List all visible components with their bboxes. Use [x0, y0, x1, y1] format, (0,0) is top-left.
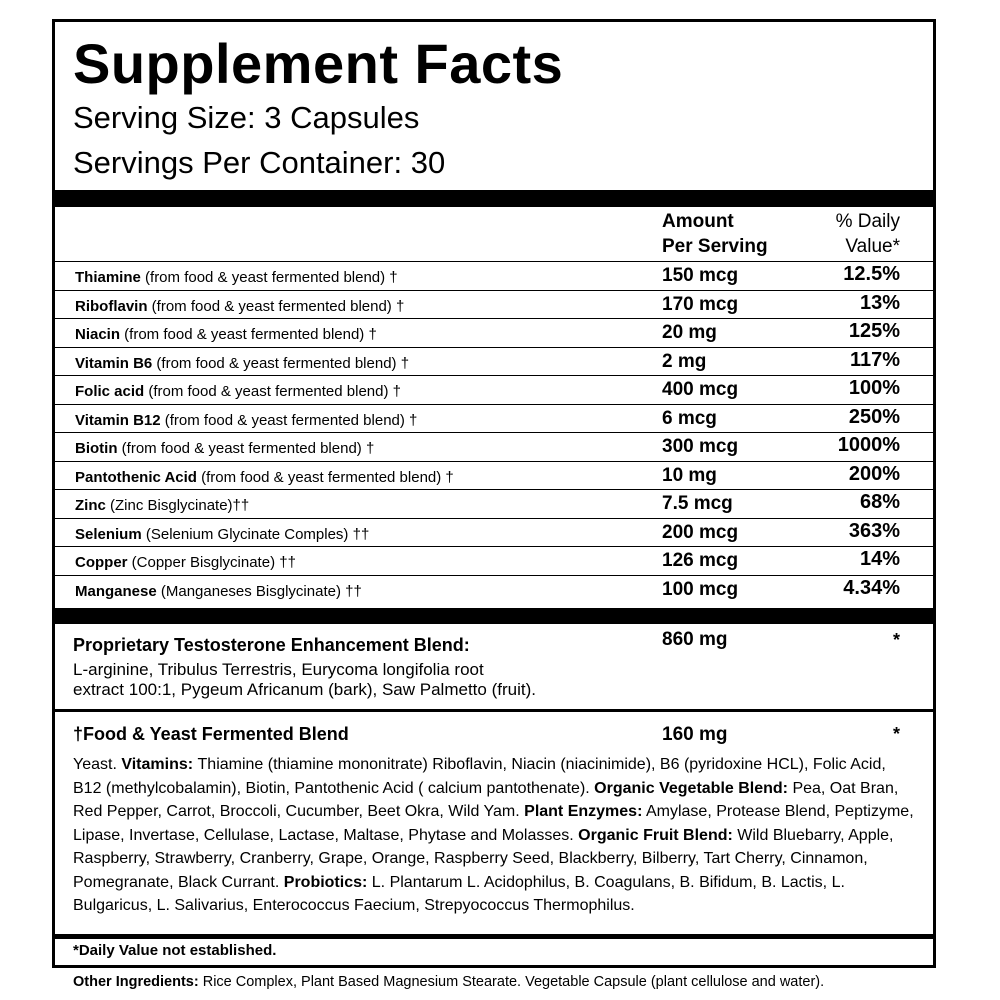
- nutrient-label: Vitamin B12: [75, 411, 161, 429]
- enzymes-heading: Plant Enzymes:: [524, 803, 643, 820]
- vitamins-text: Thiamine (thiamine mononitrate) Riboflavin, Niacin (niacinimide), B6 (pyridoxine HCL), Folic Acid, B12 (methylcobalamin), Biotin, Pantothenic Acid ( calcium pantothenate).: [73, 756, 886, 797]
- nutrient-dv: 100%: [848, 377, 900, 399]
- nutrient-label: Riboflavin: [75, 297, 148, 315]
- vegetable-text: Pea, Oat Bran, Red Pepper, Carrot, Broccoli, Cucumber, Beet Okra, Wild Yam.: [73, 779, 899, 820]
- nutrient-name: [75, 383, 401, 400]
- nutrient-amount: 20 mg: [662, 322, 717, 343]
- nutrient-dv: 200%: [848, 462, 900, 485]
- probiotics-text: L. Plantarum L. Acidophilus, B. Coagulans, B. Bifidum, B. Lactis, L. Bulgaricus, L. Salivarius, Enterococcus Faecium, Strepyococcus Thermophilus.: [73, 873, 845, 914]
- nutrient-source: (Selenium Glycinate Comples) ††: [141, 525, 370, 543]
- nutrient-amount: 2 mg: [662, 350, 707, 372]
- other-ingredients-label: Other Ingredients:: [73, 974, 199, 990]
- fruit-text: Wild Bluebarry, Apple, Raspberry, Strawberry, Cranberry, Grape, Orange, Raspberry Seed, Blackberry, Bilberry, Tart Cherry, Cinnamon, Pomegranate, Black Currant.: [73, 826, 894, 891]
- blend2-ingredients: [73, 753, 918, 918]
- thick-divider-mid: [55, 608, 933, 624]
- blend1-line2: extract 100:1, Pygeum Africanum (bark), Saw Palmetto (fruit).: [73, 680, 536, 699]
- table-row: [55, 375, 933, 405]
- nutrient-amount: 200 mcg: [662, 521, 739, 543]
- nutrient-source: (from food & yeast fermented blend) †: [140, 269, 398, 286]
- nutrient-source: (from food & yeast fermented blend) †: [160, 411, 418, 429]
- nutrient-name: [75, 326, 377, 343]
- nutrient-dv: 68%: [859, 491, 900, 513]
- nutrient-dv: 12.5%: [843, 263, 900, 285]
- nutrient-label: Folic acid: [75, 383, 145, 400]
- nutrient-label: Manganese: [75, 582, 157, 600]
- enzymes-text: Amylase, Protease Blend, Peptizyme, Lipase, Invertase, Cellulase, Lactase, Maltase, Phytase and Molasses.: [73, 803, 914, 844]
- table-row: [55, 575, 933, 605]
- nutrient-source: (from food & yeast fermented blend) †: [120, 326, 377, 343]
- other-ingredients: [73, 974, 824, 990]
- nutrient-source: (from food & yeast fermented blend) †: [147, 297, 405, 315]
- probiotics-heading: Probiotics:: [283, 873, 368, 891]
- table-row: [55, 261, 933, 291]
- amount-header: [662, 209, 768, 259]
- nutrient-dv: 125%: [848, 320, 900, 342]
- table-row: [55, 489, 933, 519]
- dv-header-line2: Value*: [845, 236, 900, 257]
- fruit-heading: Organic Fruit Blend:: [578, 826, 733, 844]
- nutrient-label: Copper: [75, 554, 128, 571]
- table-row: [55, 404, 933, 434]
- nutrient-dv: 14%: [859, 548, 900, 570]
- nutrient-label: Selenium: [75, 525, 142, 543]
- yeast-text: Yeast.: [73, 756, 122, 773]
- nutrient-label: Biotin: [75, 440, 118, 457]
- divider-blend: [55, 709, 933, 712]
- nutrient-dv: 117%: [849, 348, 900, 371]
- blend2-title: †Food & Yeast Fermented Blend: [73, 724, 349, 744]
- blend2-amount: 160 mg: [662, 724, 728, 745]
- amount-header-line1: Amount: [662, 211, 734, 232]
- table-row: [55, 518, 933, 548]
- dv-header: [836, 209, 900, 259]
- page-title: Supplement Facts: [73, 32, 564, 95]
- nutrient-dv: 363%: [848, 519, 900, 542]
- nutrient-amount: 126 mcg: [662, 550, 739, 571]
- nutrient-name: [75, 298, 404, 315]
- nutrient-amount: 7.5 mcg: [662, 493, 733, 514]
- blend1-dv: *: [892, 630, 900, 650]
- nutrient-source: (from food & yeast fermented blend) †: [144, 383, 401, 400]
- nutrient-dv: 4.34%: [843, 576, 900, 599]
- nutrient-name: [75, 554, 296, 571]
- blend1-title: Proprietary Testosterone Enhancement Blend:: [73, 635, 470, 655]
- blend1-line1: L-arginine, Tribulus Terrestris, Eurycoma longifolia root: [73, 660, 484, 679]
- nutrient-label: Vitamin B6: [75, 354, 153, 372]
- table-row: [55, 290, 933, 320]
- nutrient-amount: 100 mcg: [662, 578, 739, 600]
- nutrient-name: [75, 412, 417, 429]
- other-ingredients-text: Rice Complex, Plant Based Magnesium Stearate. Vegetable Capsule (plant cellulose and water).: [198, 974, 825, 990]
- blend1-ingredients: [73, 660, 536, 700]
- nutrient-dv: 13%: [859, 291, 900, 314]
- nutrient-dv: 250%: [848, 405, 900, 428]
- table-row: [55, 347, 933, 377]
- nutrient-name: [75, 583, 362, 600]
- nutrient-source: (from food & yeast fermented blend) †: [196, 468, 454, 486]
- servings-per-container: Servings Per Container: 30: [73, 145, 446, 180]
- nutrient-amount: 300 mcg: [662, 436, 739, 457]
- blend2-dv: *: [892, 724, 900, 744]
- dv-header-line1: % Daily: [835, 211, 900, 232]
- nutrient-amount: 170 mcg: [662, 293, 739, 315]
- nutrient-label: Niacin: [75, 326, 121, 343]
- nutrient-name: [75, 269, 398, 286]
- nutrient-source: (Manganeses Bisglycinate) ††: [156, 582, 362, 600]
- serving-size: Serving Size: 3 Capsules: [73, 100, 420, 135]
- table-row: [55, 318, 933, 348]
- vitamins-heading: Vitamins:: [121, 756, 198, 773]
- nutrient-name: [75, 497, 249, 514]
- thick-divider-top: [55, 190, 933, 207]
- supplement-facts-panel: [52, 19, 936, 968]
- daily-value-footnote: *Daily Value not established.: [73, 942, 277, 959]
- nutrient-name: [75, 440, 374, 457]
- vegetable-heading: Organic Vegetable Blend:: [594, 779, 788, 797]
- nutrient-name: [75, 526, 369, 543]
- nutrient-name: [75, 469, 454, 486]
- amount-header-line2: Per Serving: [662, 236, 768, 257]
- nutrient-label: Pantothenic Acid: [75, 468, 197, 486]
- nutrient-amount: 10 mg: [662, 464, 717, 486]
- table-row: [55, 432, 933, 462]
- table-row: [55, 461, 933, 491]
- nutrient-dv: 1000%: [837, 434, 900, 456]
- nutrient-amount: 6 mcg: [662, 407, 717, 429]
- nutrient-source: (from food & yeast fermented blend) †: [152, 354, 410, 372]
- nutrient-name: [75, 355, 409, 372]
- nutrient-label: Thiamine: [75, 269, 141, 286]
- nutrient-label: Zinc: [75, 497, 106, 514]
- nutrient-source: (from food & yeast fermented blend) †: [117, 440, 375, 457]
- table-row: [55, 546, 933, 576]
- nutrient-amount: 150 mcg: [662, 265, 739, 286]
- nutrient-source: (Copper Bisglycinate) ††: [127, 554, 296, 571]
- nutrient-source: (Zinc Bisglycinate)††: [105, 497, 250, 514]
- blend1-amount: 860 mg: [662, 629, 728, 650]
- nutrient-amount: 400 mcg: [662, 379, 739, 400]
- divider-footnote: [55, 934, 933, 939]
